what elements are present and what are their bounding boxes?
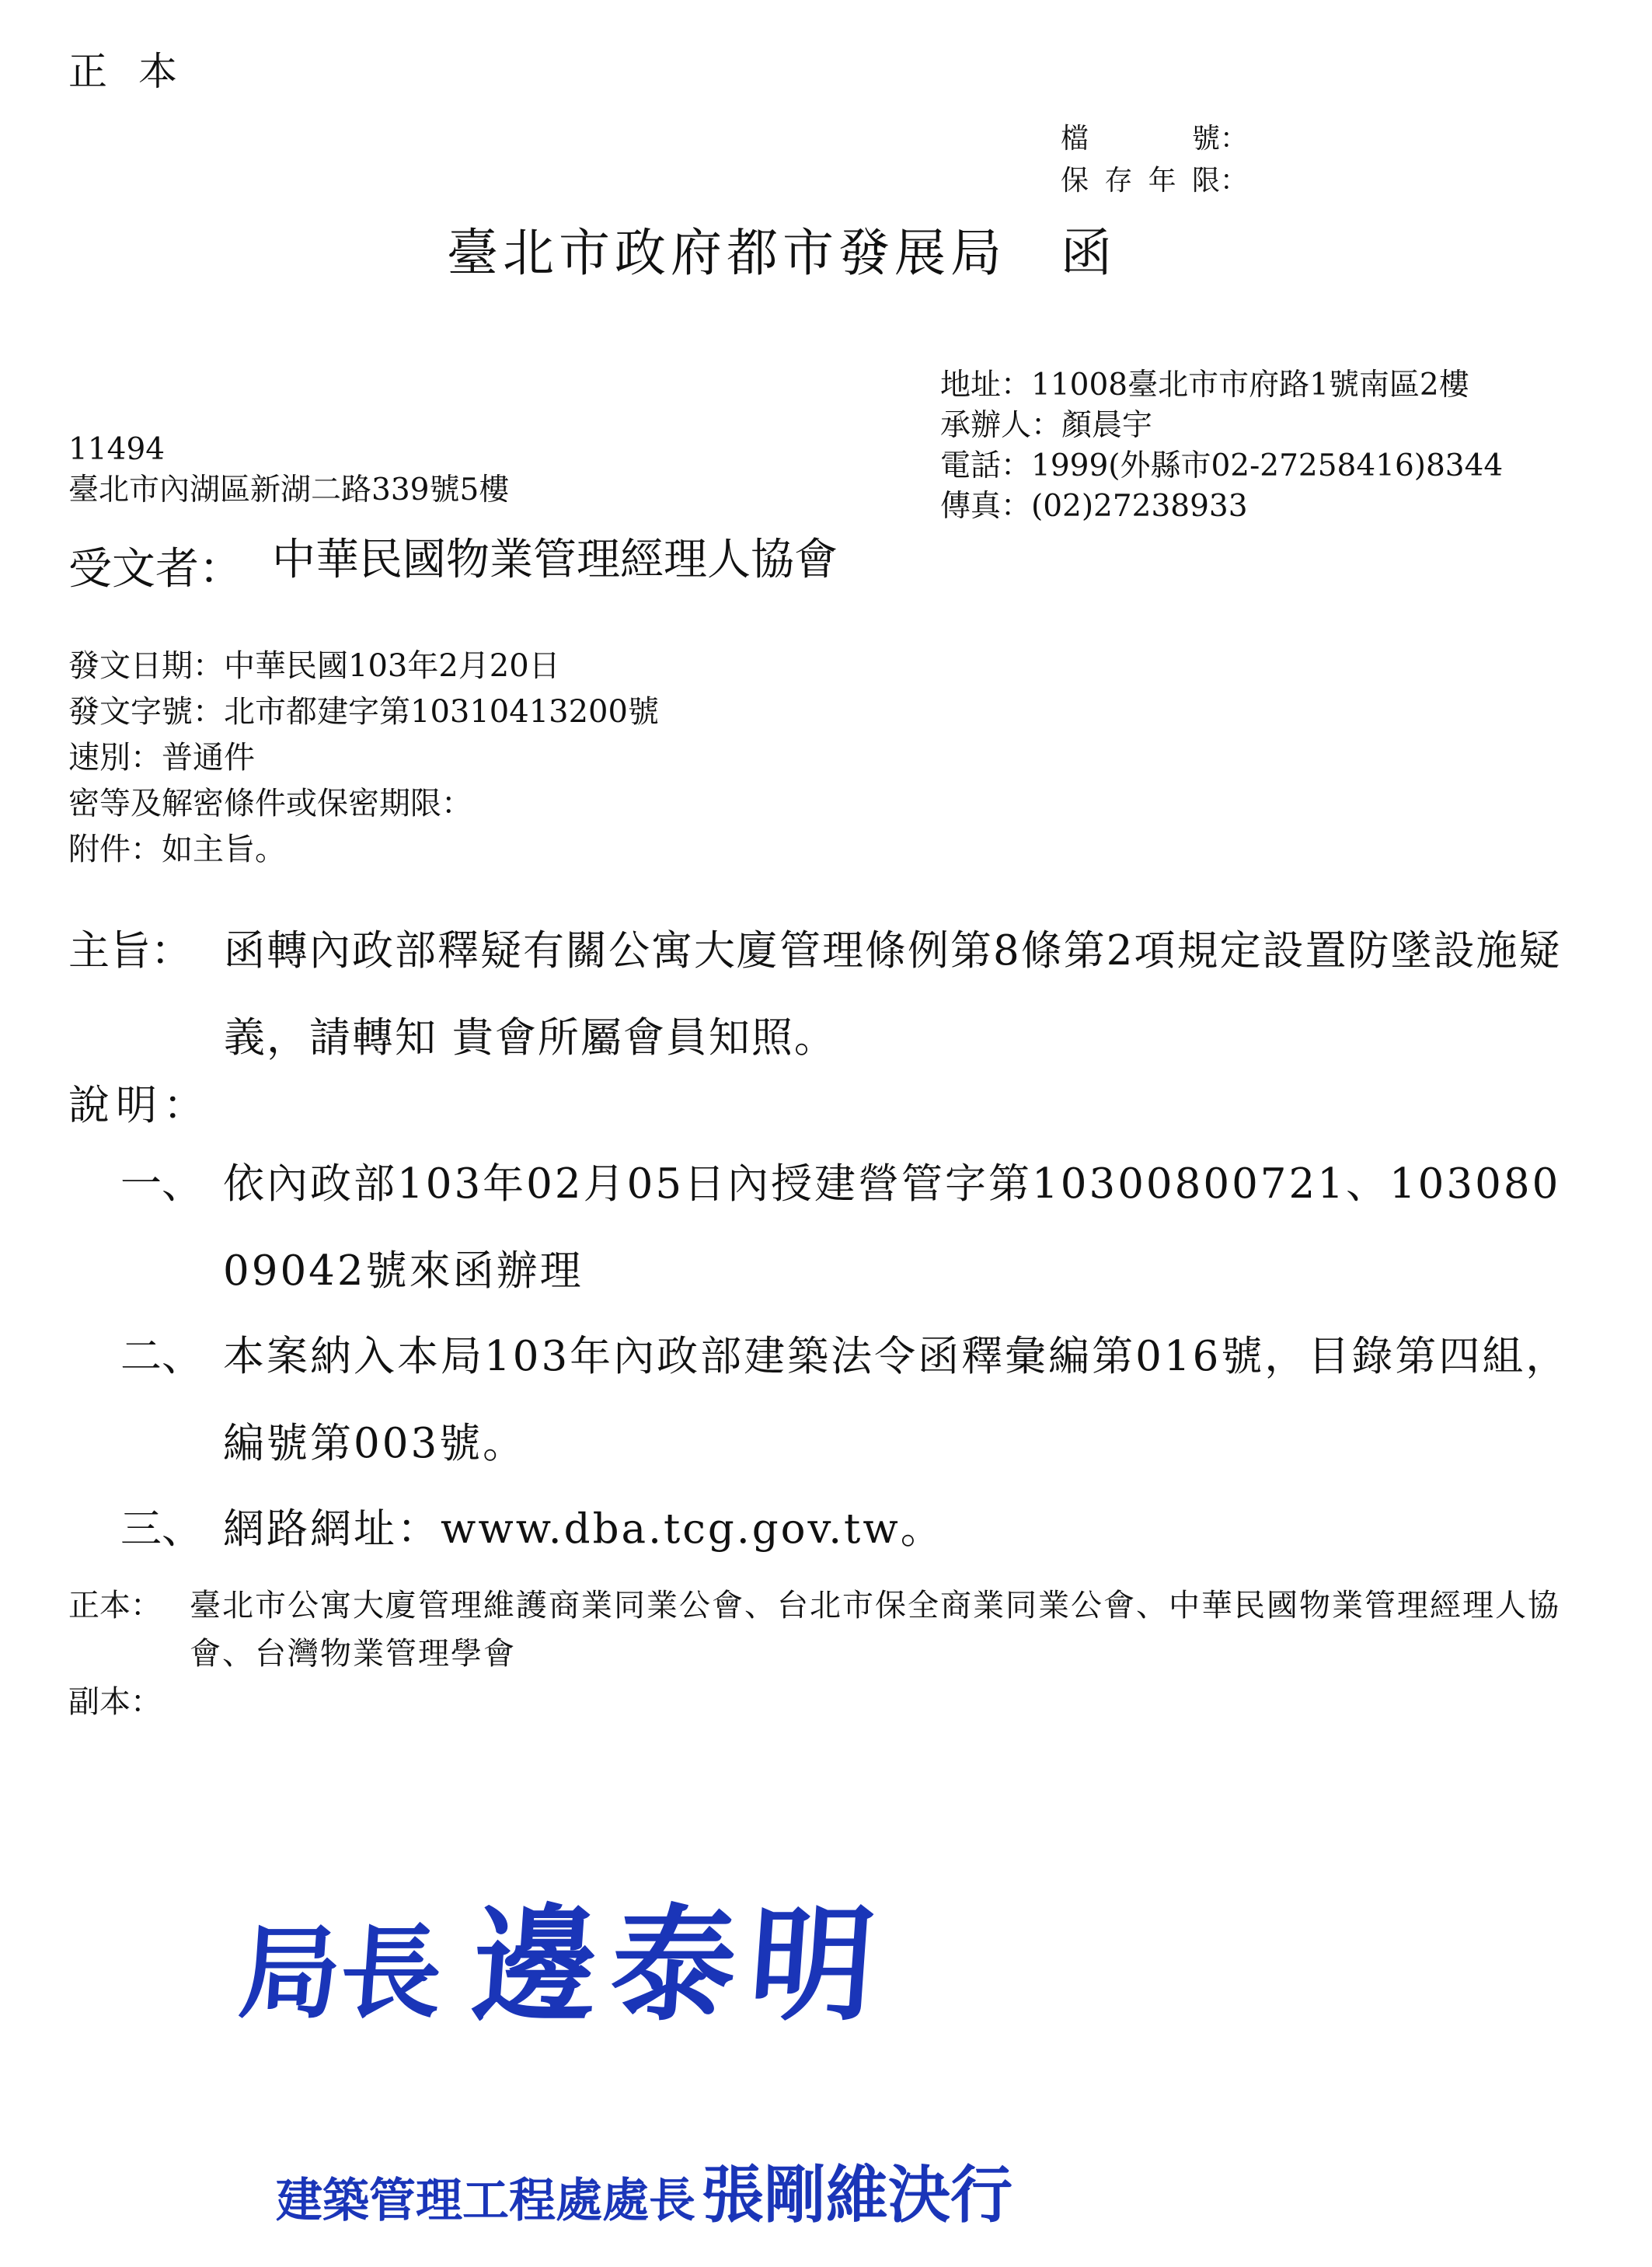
explanation-label: 說明： <box>68 1082 211 1129</box>
delivery-speed: 速別：普通件 <box>68 740 255 776</box>
explanation-item-number: 一、 <box>120 1160 203 1208</box>
director-signature-stamp <box>235 1865 895 2044</box>
explanation-item <box>120 1141 1581 1315</box>
recipient-street: 臺北市內湖區新湖二路339號5樓 <box>68 473 510 507</box>
explanation-item-text: 本案納入本局103年內政部建築法令函釋彙編第016號，目錄第四組，編號第003號。 <box>223 1333 1570 1467</box>
reference-number: 發文字號：北市都建字第10310413200號 <box>68 694 659 730</box>
attachment: 附件：如主旨。 <box>68 832 286 867</box>
explanation-item-text: 網路網址：www.dba.tcg.gov.tw。 <box>223 1505 944 1553</box>
explanation-item <box>120 1486 1581 1573</box>
sender-phone: 電話：1999(外縣市02-27258416)8344 <box>940 448 1504 483</box>
explanation-item-number: 二、 <box>120 1333 203 1380</box>
distribution-list <box>68 1582 1591 1726</box>
recipient-postal-code: 11494 <box>68 432 166 467</box>
recipient-address <box>68 430 509 511</box>
subject-text: 函轉內政部釋疑有關公寓大廈管理條例第8條第2項規定設置防墜設施疑義，請轉知 貴會所屬會員知照。 <box>224 927 1562 1062</box>
document-meta <box>68 643 659 873</box>
recipient-label: 受文者： <box>68 544 242 595</box>
director-title: 局長 <box>235 1913 446 2032</box>
recipient-name: 中華民國物業管理經理人協會 <box>272 535 838 585</box>
issue-date: 發文日期：中華民國103年2月20日 <box>68 648 560 684</box>
delegate-title: 建築管理工程處處長 <box>276 2174 695 2228</box>
copy-recipients-label: 副本： <box>68 1684 162 1720</box>
original-recipients: 臺北市公寓大廈管理維護商業同業公會、台北市保全商業同業公會、中華民國物業管理經理人協會、台灣物業管理學會 <box>190 1588 1560 1672</box>
secrecy-level: 密等及解密條件或保密期限： <box>68 786 472 821</box>
sender-contact: 承辦人：顏晨宇 <box>940 408 1153 443</box>
copy-mark: 正本 <box>68 49 208 94</box>
retention-period-label: 保存年限 <box>1061 165 1220 197</box>
document-title <box>447 211 1117 285</box>
explanation-item <box>120 1313 1581 1488</box>
document-kind: 函 <box>1061 223 1117 283</box>
sender-info <box>940 365 1503 527</box>
original-recipients-label: 正本： <box>68 1588 162 1624</box>
explanation-item-number: 三、 <box>120 1505 203 1553</box>
file-number-label: 檔號 <box>1061 123 1220 155</box>
recipient <box>68 535 971 597</box>
file-meta: 檔號 ： 保存年限 ： <box>1061 118 1248 202</box>
agency-name: 臺北市政府都市發展局 <box>447 223 1006 283</box>
director-name: 邊泰明 <box>468 1892 894 2038</box>
explanation-item-text: 依內政部103年02月05日內授建營管字第10300800721、10308009042號來函辦理 <box>223 1160 1561 1295</box>
delegate-name: 張剛維決行 <box>702 2159 1012 2231</box>
sender-address: 地址：11008臺北市市府路1號南區2樓 <box>940 368 1469 403</box>
subject-section <box>68 908 1591 1082</box>
subject-label: 主旨： <box>68 927 192 975</box>
delegate-signature-stamp <box>276 2145 1012 2234</box>
sender-fax: 傳真：(02)27238933 <box>940 489 1248 524</box>
